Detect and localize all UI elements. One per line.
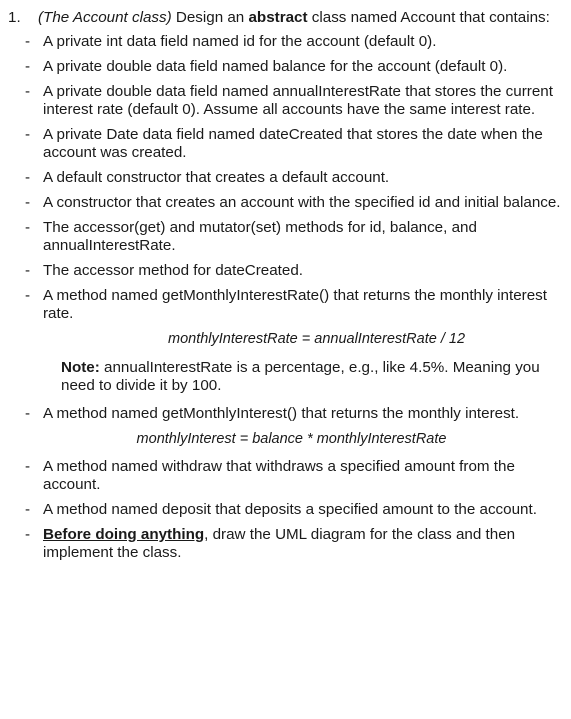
question-number: 1. <box>8 9 21 26</box>
bullet-dash: - <box>25 262 31 279</box>
bullet-dash: - <box>25 526 31 543</box>
question-title-post: class named Account that contains: <box>307 9 550 26</box>
list-item <box>8 501 565 519</box>
bullet-dash: - <box>25 83 31 100</box>
list-item-text: The accessor(get) and mutator(set) methods for id, balance, and annualInterestRate. <box>43 219 477 254</box>
list-item <box>8 126 565 162</box>
list-item-text: A private double data field named balance for the account (default 0). <box>43 58 508 75</box>
list-item-text: A method named getMonthlyInterestRate() that returns the monthly interest rate. <box>43 287 547 322</box>
requirements-list-c <box>8 458 565 562</box>
question-title-pre: Design an <box>171 9 249 26</box>
list-item <box>8 405 565 423</box>
list-item <box>8 219 565 255</box>
bullet-dash: - <box>25 58 31 75</box>
list-item-text: A method named deposit that deposits a specified amount to the account. <box>43 501 537 518</box>
list-item-text: A method named withdraw that withdraws a specified amount from the account. <box>43 458 515 493</box>
list-item <box>8 526 565 562</box>
bullet-dash: - <box>25 219 31 236</box>
bullet-dash: - <box>25 169 31 186</box>
list-item-text: The accessor method for dateCreated. <box>43 262 304 279</box>
bullet-dash: - <box>25 287 31 304</box>
list-item-text: A private int data field named id for the account (default 0). <box>43 33 437 50</box>
requirements-list-a <box>8 33 565 323</box>
monthly-interest-rate-formula: monthlyInterestRate = annualInterestRate / 12 <box>167 331 466 347</box>
note-paragraph <box>61 359 565 395</box>
list-item-text <box>43 526 565 562</box>
list-item <box>8 169 565 187</box>
note-label: Note: <box>61 359 100 376</box>
emphasis-before-doing-anything: Before doing anything <box>43 526 205 543</box>
question-title <box>38 8 565 27</box>
list-item-text: A constructor that creates an account with the specified id and initial balance. <box>43 194 561 211</box>
list-item <box>8 194 565 212</box>
monthly-interest-formula: monthlyInterest = balance * monthlyInterestRate <box>136 431 447 447</box>
requirements-list-b <box>8 405 565 423</box>
bullet-dash: - <box>25 33 31 50</box>
question-title-bold: abstract <box>248 9 308 26</box>
list-item <box>8 58 565 76</box>
bullet-dash: - <box>25 458 31 475</box>
list-item-text: A private double data field named annualInterestRate that stores the current interest rate (default 0). Assume all accounts have the same interest rate. <box>43 83 553 118</box>
list-item-text: A default constructor that creates a default account. <box>43 169 390 186</box>
bullet-dash: - <box>25 194 31 211</box>
bullet-dash: - <box>25 405 31 422</box>
last-item-text: , draw the UML diagram for the class and then implement the class. <box>43 526 516 561</box>
list-item-text: A method named getMonthlyInterest() that returns the monthly interest. <box>43 405 520 422</box>
question-topic: (The Account class) <box>38 9 172 26</box>
list-item <box>8 33 565 51</box>
question-heading <box>8 8 565 27</box>
list-item <box>8 83 565 119</box>
list-item-text: A private Date data field named dateCreated that stores the date when the account was created. <box>43 126 543 161</box>
list-item <box>8 287 565 323</box>
bullet-dash: - <box>25 126 31 143</box>
list-item <box>8 262 565 280</box>
bullet-dash: - <box>25 501 31 518</box>
note-text: annualInterestRate is a percentage, e.g., like 4.5%. Meaning you need to divide it by 100. <box>61 359 540 394</box>
list-item <box>8 458 565 494</box>
